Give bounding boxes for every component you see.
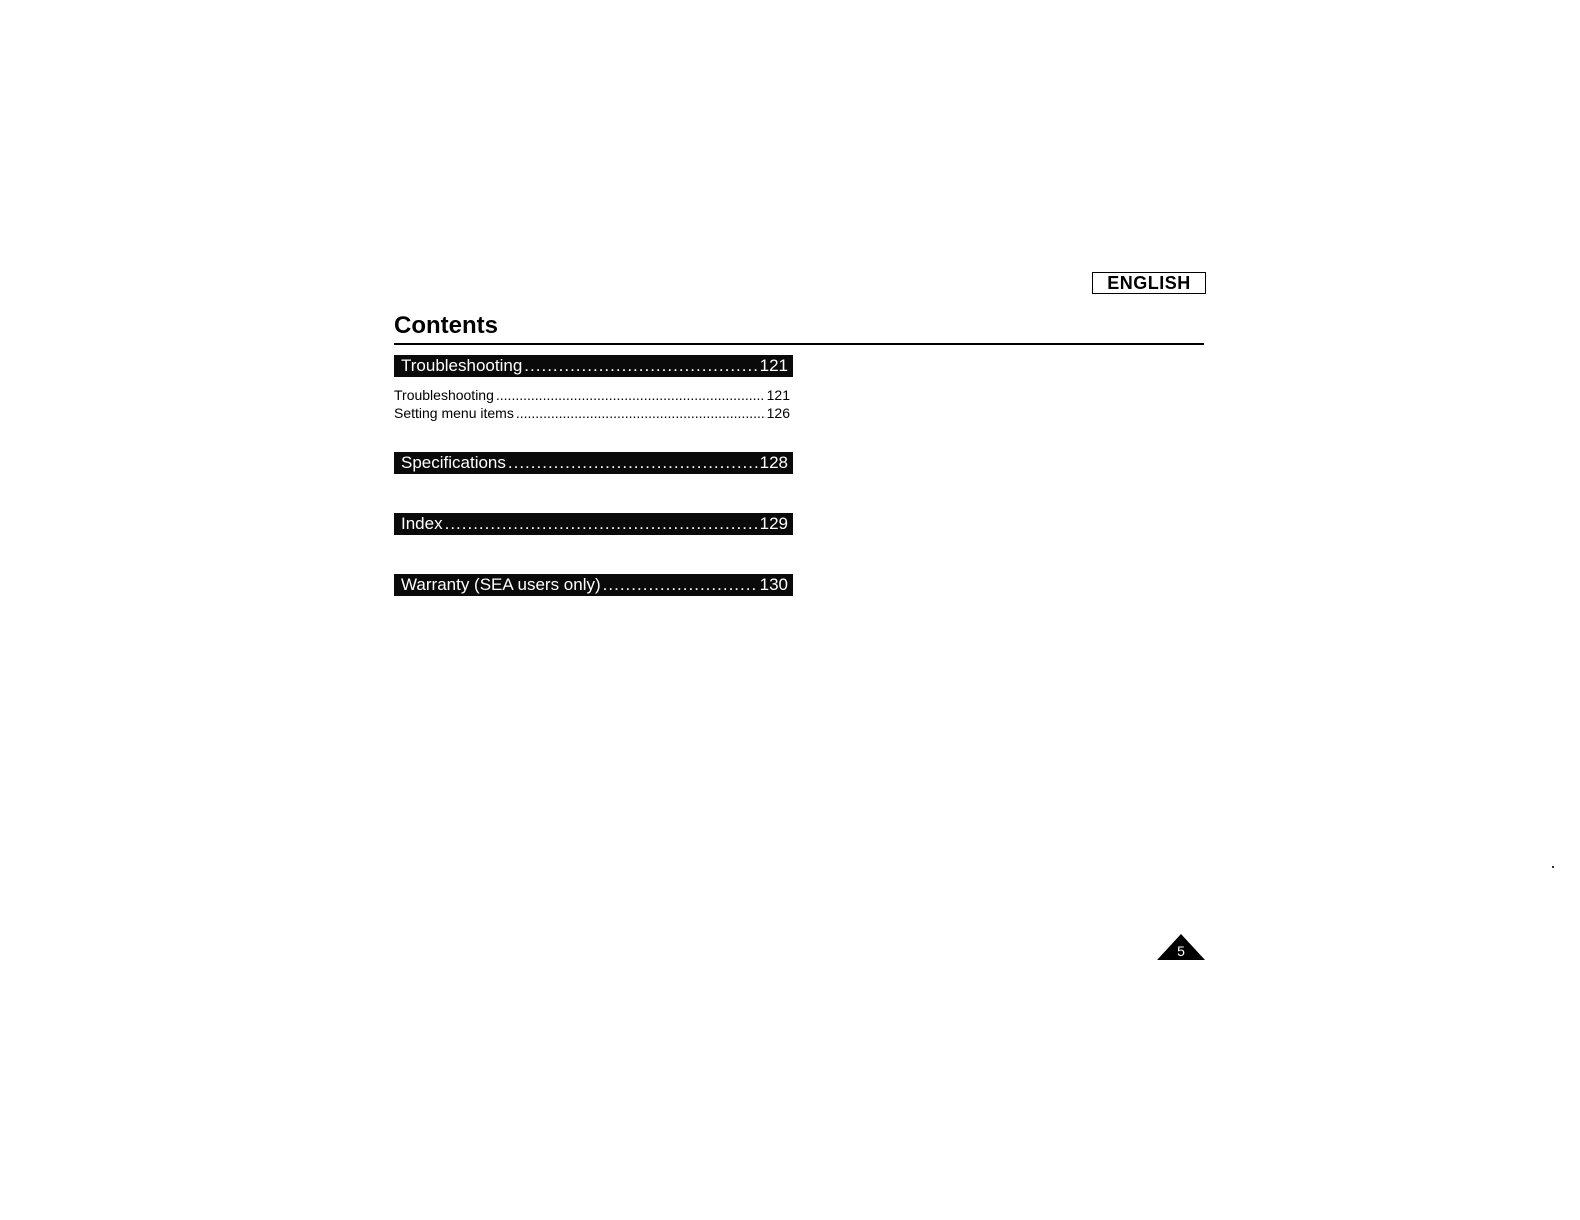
toc-section-warranty[interactable]	[394, 574, 793, 596]
language-badge: ENGLISH	[1092, 272, 1206, 294]
toc-entry-page: 121	[766, 387, 790, 403]
toc-section-label: Specifications	[401, 453, 506, 472]
scan-speck	[1552, 866, 1554, 868]
toc-section-page: 121	[759, 356, 788, 375]
toc-section-page: 129	[759, 514, 788, 533]
toc-section-index[interactable]	[394, 513, 793, 535]
toc-leader-dots	[516, 404, 765, 422]
toc-section-page: 130	[759, 575, 788, 594]
title-rule	[394, 343, 1204, 345]
toc-entry-label: Setting menu items	[394, 405, 514, 421]
toc-leader-dots	[445, 513, 758, 535]
toc-section-label: Troubleshooting	[401, 356, 523, 375]
toc-leader-dots	[524, 355, 757, 377]
toc-section-specifications[interactable]	[394, 452, 793, 474]
toc-section-label: Warranty (SEA users only)	[401, 575, 601, 594]
page-title: Contents	[394, 312, 498, 339]
toc-section-label: Index	[401, 514, 443, 533]
toc-section-troubleshooting[interactable]	[394, 355, 793, 377]
toc-leader-dots	[508, 452, 758, 474]
toc-entry-label: Troubleshooting	[394, 387, 494, 403]
page-number: 5	[1177, 943, 1185, 959]
toc-entry-page: 126	[766, 405, 790, 421]
toc-leader-dots	[496, 386, 765, 404]
toc-entry-setting-menu-items[interactable]	[394, 404, 790, 422]
toc-entry-troubleshooting[interactable]	[394, 386, 790, 404]
toc-leader-dots	[603, 574, 758, 596]
toc-section-page: 128	[759, 453, 788, 472]
